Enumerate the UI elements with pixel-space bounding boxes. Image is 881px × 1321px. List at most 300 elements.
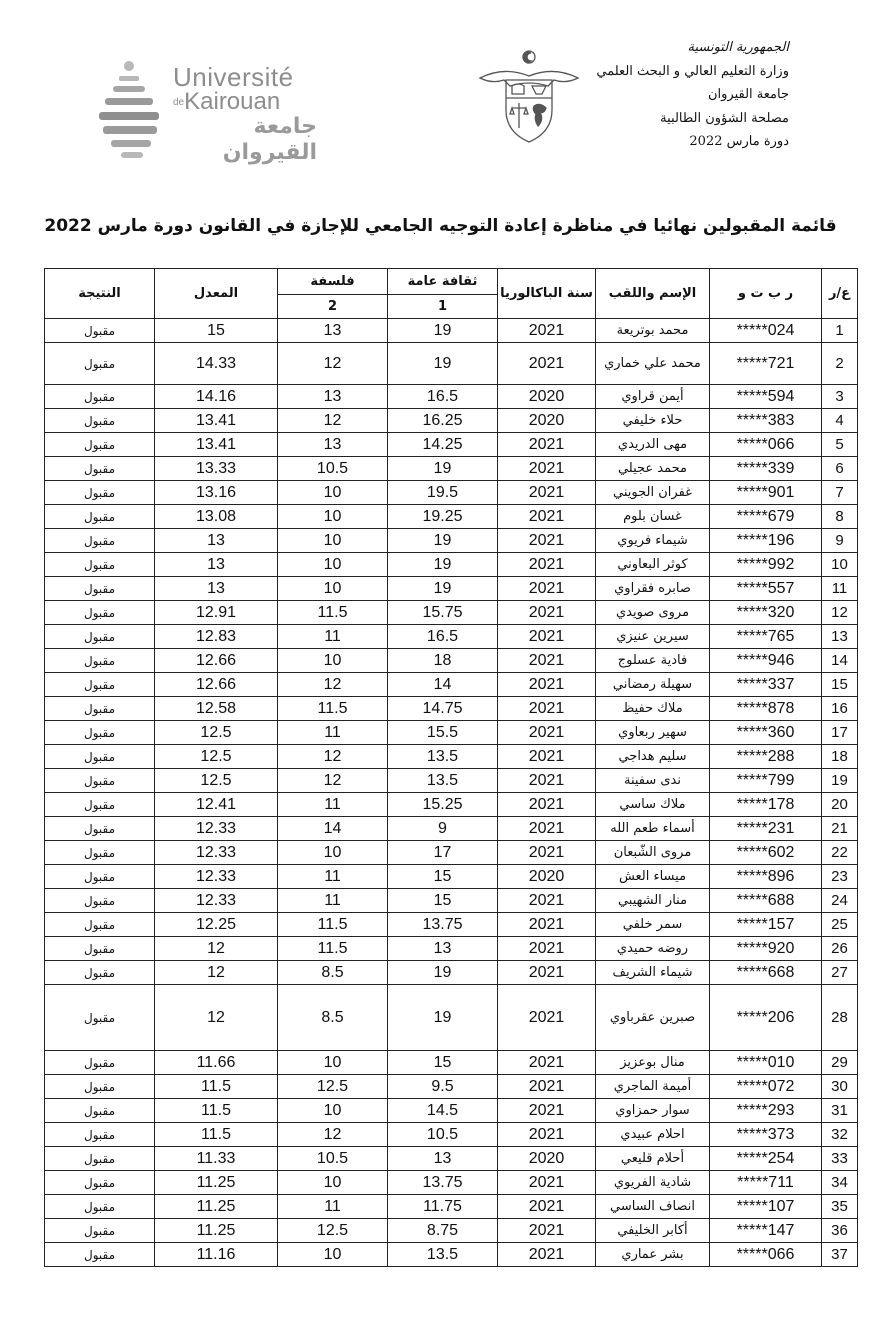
student-name: أميمة الماجري <box>596 1075 710 1099</box>
col-header-name: الإسم واللقب <box>596 269 710 319</box>
header-row-1 <box>45 269 858 295</box>
student-name: ملاك حفيظ <box>596 697 710 721</box>
average-score: 12 <box>155 961 278 985</box>
bac-year: 2021 <box>498 553 596 577</box>
row-number: 13 <box>822 625 858 649</box>
student-id: *****254 <box>710 1147 822 1171</box>
student-name: أيمن قراوي <box>596 385 710 409</box>
grade-philosophy: 12.5 <box>278 1075 388 1099</box>
col-header-philosophy: فلسفة <box>278 269 388 295</box>
student-name: صابره فقراوي <box>596 577 710 601</box>
grade-philosophy: 12 <box>278 745 388 769</box>
average-score: 13.16 <box>155 481 278 505</box>
result-status: مقبول <box>45 817 155 841</box>
student-name: فادية عسلوج <box>596 649 710 673</box>
student-name: مهى الدريدي <box>596 433 710 457</box>
grade-general-culture: 19 <box>388 343 498 385</box>
grade-philosophy: 10.5 <box>278 457 388 481</box>
row-number: 34 <box>822 1171 858 1195</box>
col-header-general-culture: ثقافة عامة <box>388 269 498 295</box>
average-score: 13.08 <box>155 505 278 529</box>
university-logo-mark-icon <box>95 58 169 168</box>
bac-year: 2020 <box>498 385 596 409</box>
grade-philosophy: 11.5 <box>278 601 388 625</box>
student-name: مروى صويدي <box>596 601 710 625</box>
student-id: *****799 <box>710 769 822 793</box>
bac-year: 2021 <box>498 745 596 769</box>
result-status: مقبول <box>45 1075 155 1099</box>
bac-year: 2021 <box>498 1219 596 1243</box>
student-name: أحلام قليعي <box>596 1147 710 1171</box>
student-id: *****602 <box>710 841 822 865</box>
average-score: 11.5 <box>155 1123 278 1147</box>
grade-general-culture: 15 <box>388 889 498 913</box>
row-number: 14 <box>822 649 858 673</box>
grade-philosophy: 12 <box>278 673 388 697</box>
grade-philosophy: 11 <box>278 889 388 913</box>
student-id: *****196 <box>710 529 822 553</box>
average-score: 11.5 <box>155 1075 278 1099</box>
bac-year: 2021 <box>498 985 596 1051</box>
student-id: *****157 <box>710 913 822 937</box>
student-id: *****107 <box>710 1195 822 1219</box>
bac-year: 2021 <box>498 673 596 697</box>
student-name: ميساء العش <box>596 865 710 889</box>
republic-line: الجمهورية التونسية <box>687 40 789 55</box>
student-name: سهير ربعاوي <box>596 721 710 745</box>
grade-general-culture: 16.5 <box>388 625 498 649</box>
table-row <box>45 481 858 505</box>
result-status: مقبول <box>45 1195 155 1219</box>
student-id: *****668 <box>710 961 822 985</box>
row-number: 31 <box>822 1099 858 1123</box>
table-row <box>45 1243 858 1267</box>
grade-philosophy: 10.5 <box>278 1147 388 1171</box>
result-status: مقبول <box>45 889 155 913</box>
average-score: 11.25 <box>155 1171 278 1195</box>
table-row <box>45 889 858 913</box>
row-number: 35 <box>822 1195 858 1219</box>
student-name: مروى الشّبعان <box>596 841 710 865</box>
student-name: سليم هداجي <box>596 745 710 769</box>
bac-year: 2021 <box>498 529 596 553</box>
average-score: 12.58 <box>155 697 278 721</box>
session-line: دورة مارس 2022 <box>689 134 789 149</box>
row-number: 16 <box>822 697 858 721</box>
grade-philosophy: 13 <box>278 433 388 457</box>
grade-general-culture: 19 <box>388 553 498 577</box>
student-name: أكابر الخليفي <box>596 1219 710 1243</box>
row-number: 9 <box>822 529 858 553</box>
average-score: 12 <box>155 985 278 1051</box>
table-row <box>45 577 858 601</box>
col-header-num: ع/ر <box>822 269 858 319</box>
average-score: 12.66 <box>155 673 278 697</box>
results-table <box>44 268 858 1267</box>
table-row <box>45 697 858 721</box>
row-number: 11 <box>822 577 858 601</box>
row-number: 15 <box>822 673 858 697</box>
table-row <box>45 1219 858 1243</box>
bac-year: 2021 <box>498 601 596 625</box>
row-number: 7 <box>822 481 858 505</box>
grade-general-culture: 14.5 <box>388 1099 498 1123</box>
student-name: احلام عبيدي <box>596 1123 710 1147</box>
grade-philosophy: 12 <box>278 409 388 433</box>
grade-philosophy: 8.5 <box>278 961 388 985</box>
student-name: بشر عماري <box>596 1243 710 1267</box>
average-score: 11.16 <box>155 1243 278 1267</box>
average-score: 14.33 <box>155 343 278 385</box>
grade-general-culture: 11.75 <box>388 1195 498 1219</box>
average-score: 12.41 <box>155 793 278 817</box>
average-score: 12 <box>155 937 278 961</box>
bac-year: 2021 <box>498 913 596 937</box>
grade-general-culture: 13 <box>388 937 498 961</box>
table-row <box>45 1171 858 1195</box>
table-row <box>45 721 858 745</box>
row-number: 17 <box>822 721 858 745</box>
bac-year: 2021 <box>498 319 596 343</box>
grade-general-culture: 13.5 <box>388 745 498 769</box>
table-row <box>45 673 858 697</box>
grade-general-culture: 14.25 <box>388 433 498 457</box>
bac-year: 2021 <box>498 1195 596 1219</box>
bac-year: 2021 <box>498 937 596 961</box>
bac-year: 2021 <box>498 793 596 817</box>
table-row <box>45 1123 858 1147</box>
row-number: 26 <box>822 937 858 961</box>
table-row <box>45 913 858 937</box>
bac-year: 2021 <box>498 505 596 529</box>
student-id: *****339 <box>710 457 822 481</box>
row-number: 6 <box>822 457 858 481</box>
row-number: 25 <box>822 913 858 937</box>
grade-philosophy: 11 <box>278 1195 388 1219</box>
bac-year: 2021 <box>498 1123 596 1147</box>
result-status: مقبول <box>45 1147 155 1171</box>
table-row <box>45 1099 858 1123</box>
grade-general-culture: 13 <box>388 1147 498 1171</box>
student-id: *****896 <box>710 865 822 889</box>
row-number: 36 <box>822 1219 858 1243</box>
table-row <box>45 385 858 409</box>
student-name: ملاك ساسي <box>596 793 710 817</box>
result-status: مقبول <box>45 343 155 385</box>
average-score: 12.25 <box>155 913 278 937</box>
student-name: منار الشهيبي <box>596 889 710 913</box>
student-id: *****901 <box>710 481 822 505</box>
bac-year: 2021 <box>498 817 596 841</box>
student-id: *****320 <box>710 601 822 625</box>
result-status: مقبول <box>45 865 155 889</box>
logo-text-kairouan <box>173 88 280 116</box>
grade-philosophy: 13 <box>278 319 388 343</box>
col-header-year: سنة الباكالوريا <box>498 269 596 319</box>
average-score: 13 <box>155 529 278 553</box>
student-name: غفران الجويني <box>596 481 710 505</box>
table-row <box>45 817 858 841</box>
bac-year: 2021 <box>498 769 596 793</box>
grade-philosophy: 12 <box>278 769 388 793</box>
row-number: 3 <box>822 385 858 409</box>
row-number: 32 <box>822 1123 858 1147</box>
result-status: مقبول <box>45 913 155 937</box>
grade-philosophy: 11 <box>278 625 388 649</box>
table-row <box>45 553 858 577</box>
grade-general-culture: 19 <box>388 319 498 343</box>
result-status: مقبول <box>45 937 155 961</box>
grade-general-culture: 13.75 <box>388 913 498 937</box>
row-number: 33 <box>822 1147 858 1171</box>
student-id: *****383 <box>710 409 822 433</box>
table-row <box>45 1147 858 1171</box>
grade-philosophy: 10 <box>278 1051 388 1075</box>
student-name: غسان بلوم <box>596 505 710 529</box>
grade-general-culture: 9.5 <box>388 1075 498 1099</box>
logo-text-arabic-2: القيروان <box>222 140 317 165</box>
table-row <box>45 1075 858 1099</box>
student-id: *****878 <box>710 697 822 721</box>
student-id: *****231 <box>710 817 822 841</box>
bac-year: 2021 <box>498 721 596 745</box>
average-score: 12.5 <box>155 745 278 769</box>
grade-general-culture: 9 <box>388 817 498 841</box>
row-number: 24 <box>822 889 858 913</box>
student-name: روضه حميدي <box>596 937 710 961</box>
result-status: مقبول <box>45 961 155 985</box>
student-id: *****293 <box>710 1099 822 1123</box>
row-number: 20 <box>822 793 858 817</box>
result-status: مقبول <box>45 697 155 721</box>
student-id: *****711 <box>710 1171 822 1195</box>
result-status: مقبول <box>45 481 155 505</box>
logo-text-universite: Université <box>173 62 294 92</box>
student-id: *****147 <box>710 1219 822 1243</box>
grade-general-culture: 19 <box>388 529 498 553</box>
tunisia-coat-of-arms-icon <box>474 48 584 148</box>
table-row <box>45 457 858 481</box>
col-header-general-culture-sub: 1 <box>388 295 498 319</box>
bac-year: 2021 <box>498 1051 596 1075</box>
table-row <box>45 433 858 457</box>
logo-text-kairouan-word: Kairouan <box>184 88 281 115</box>
result-status: مقبول <box>45 319 155 343</box>
result-status: مقبول <box>45 505 155 529</box>
student-id: *****010 <box>710 1051 822 1075</box>
student-id: *****024 <box>710 319 822 343</box>
average-score: 12.5 <box>155 769 278 793</box>
result-status: مقبول <box>45 745 155 769</box>
bac-year: 2021 <box>498 343 596 385</box>
row-number: 37 <box>822 1243 858 1267</box>
row-number: 29 <box>822 1051 858 1075</box>
student-id: *****765 <box>710 625 822 649</box>
result-status: مقبول <box>45 601 155 625</box>
table-row <box>45 529 858 553</box>
average-score: 12.33 <box>155 889 278 913</box>
university-line: جامعة القيروان <box>707 87 789 102</box>
student-name: منال بوعزيز <box>596 1051 710 1075</box>
average-score: 12.66 <box>155 649 278 673</box>
grade-philosophy: 10 <box>278 649 388 673</box>
result-status: مقبول <box>45 1219 155 1243</box>
student-name: كوثر البعاوني <box>596 553 710 577</box>
grade-general-culture: 13.5 <box>388 769 498 793</box>
grade-general-culture: 14 <box>388 673 498 697</box>
student-name: انصاف الساسي <box>596 1195 710 1219</box>
student-id: *****557 <box>710 577 822 601</box>
result-status: مقبول <box>45 1051 155 1075</box>
student-name: شادية الفريوي <box>596 1171 710 1195</box>
bac-year: 2020 <box>498 409 596 433</box>
average-score: 12.33 <box>155 817 278 841</box>
student-name: سمر خلفي <box>596 913 710 937</box>
result-status: مقبول <box>45 985 155 1051</box>
grade-general-culture: 19 <box>388 577 498 601</box>
document-title: قائمة المقبولين نهائيا في مناظرة إعادة التوجيه الجامعي للإجازة في القانون دورة مارس 2022 <box>44 216 837 236</box>
result-status: مقبول <box>45 841 155 865</box>
row-number: 28 <box>822 985 858 1051</box>
bac-year: 2021 <box>498 1243 596 1267</box>
bac-year: 2021 <box>498 697 596 721</box>
grade-philosophy: 11 <box>278 793 388 817</box>
result-status: مقبول <box>45 1171 155 1195</box>
grade-general-culture: 10.5 <box>388 1123 498 1147</box>
grade-general-culture: 19 <box>388 985 498 1051</box>
student-id: *****072 <box>710 1075 822 1099</box>
student-id: *****337 <box>710 673 822 697</box>
grade-general-culture: 15 <box>388 1051 498 1075</box>
student-id: *****360 <box>710 721 822 745</box>
col-header-philosophy-sub: 2 <box>278 295 388 319</box>
average-score: 11.5 <box>155 1099 278 1123</box>
row-number: 5 <box>822 433 858 457</box>
grade-philosophy: 13 <box>278 385 388 409</box>
row-number: 22 <box>822 841 858 865</box>
bac-year: 2021 <box>498 649 596 673</box>
grade-philosophy: 10 <box>278 841 388 865</box>
average-score: 11.66 <box>155 1051 278 1075</box>
grade-philosophy: 11 <box>278 721 388 745</box>
grade-philosophy: 12 <box>278 1123 388 1147</box>
result-status: مقبول <box>45 625 155 649</box>
col-header-average: المعدل <box>155 269 278 319</box>
table-row <box>45 985 858 1051</box>
result-status: مقبول <box>45 1099 155 1123</box>
average-score: 13 <box>155 577 278 601</box>
grade-philosophy: 10 <box>278 505 388 529</box>
student-id: *****288 <box>710 745 822 769</box>
bac-year: 2021 <box>498 1099 596 1123</box>
student-name: أسماء طعم الله <box>596 817 710 841</box>
bac-year: 2021 <box>498 1075 596 1099</box>
result-status: مقبول <box>45 721 155 745</box>
average-score: 12.91 <box>155 601 278 625</box>
table-row <box>45 793 858 817</box>
student-id: *****206 <box>710 985 822 1051</box>
table-row <box>45 1051 858 1075</box>
row-number: 18 <box>822 745 858 769</box>
bac-year: 2021 <box>498 889 596 913</box>
grade-general-culture: 15.75 <box>388 601 498 625</box>
university-logo <box>95 58 325 168</box>
table-row <box>45 625 858 649</box>
grade-philosophy: 12.5 <box>278 1219 388 1243</box>
row-number: 4 <box>822 409 858 433</box>
result-status: مقبول <box>45 1123 155 1147</box>
table-row <box>45 865 858 889</box>
result-status: مقبول <box>45 553 155 577</box>
row-number: 12 <box>822 601 858 625</box>
bac-year: 2021 <box>498 577 596 601</box>
bac-year: 2021 <box>498 1171 596 1195</box>
grade-general-culture: 16.25 <box>388 409 498 433</box>
grade-philosophy: 10 <box>278 529 388 553</box>
grade-philosophy: 10 <box>278 1171 388 1195</box>
row-number: 23 <box>822 865 858 889</box>
grade-general-culture: 15.5 <box>388 721 498 745</box>
student-id: *****946 <box>710 649 822 673</box>
result-status: مقبول <box>45 409 155 433</box>
table-row <box>45 937 858 961</box>
result-status: مقبول <box>45 433 155 457</box>
average-score: 13 <box>155 553 278 577</box>
student-id: *****920 <box>710 937 822 961</box>
ministry-line: وزارة التعليم العالي و البحث العلمي <box>596 63 789 79</box>
table-row <box>45 601 858 625</box>
bac-year: 2020 <box>498 865 596 889</box>
grade-philosophy: 10 <box>278 1099 388 1123</box>
bac-year: 2021 <box>498 433 596 457</box>
student-id: *****066 <box>710 433 822 457</box>
student-id: *****688 <box>710 889 822 913</box>
row-number: 10 <box>822 553 858 577</box>
row-number: 8 <box>822 505 858 529</box>
service-line: مصلحة الشؤون الطالبية <box>660 110 789 126</box>
student-id: *****992 <box>710 553 822 577</box>
bac-year: 2020 <box>498 1147 596 1171</box>
bac-year: 2021 <box>498 841 596 865</box>
grade-philosophy: 11 <box>278 865 388 889</box>
grade-general-culture: 15.25 <box>388 793 498 817</box>
grade-general-culture: 13.5 <box>388 1243 498 1267</box>
row-number: 30 <box>822 1075 858 1099</box>
grade-philosophy: 10 <box>278 481 388 505</box>
grade-general-culture: 19 <box>388 961 498 985</box>
student-id: *****066 <box>710 1243 822 1267</box>
result-status: مقبول <box>45 577 155 601</box>
row-number: 2 <box>822 343 858 385</box>
table-row <box>45 769 858 793</box>
student-id: *****721 <box>710 343 822 385</box>
student-name: صبرين عقرباوي <box>596 985 710 1051</box>
grade-general-culture: 19.25 <box>388 505 498 529</box>
grade-general-culture: 15 <box>388 865 498 889</box>
average-score: 13.33 <box>155 457 278 481</box>
result-status: مقبول <box>45 529 155 553</box>
average-score: 12.33 <box>155 865 278 889</box>
student-name: حلاء خليفي <box>596 409 710 433</box>
student-name: شيماء فريوي <box>596 529 710 553</box>
student-name: سيرين عنيزي <box>596 625 710 649</box>
result-status: مقبول <box>45 1243 155 1267</box>
bac-year: 2021 <box>498 481 596 505</box>
result-status: مقبول <box>45 385 155 409</box>
logo-text-arabic-1: جامعة <box>253 114 317 139</box>
grade-general-culture: 8.75 <box>388 1219 498 1243</box>
average-score: 11.33 <box>155 1147 278 1171</box>
